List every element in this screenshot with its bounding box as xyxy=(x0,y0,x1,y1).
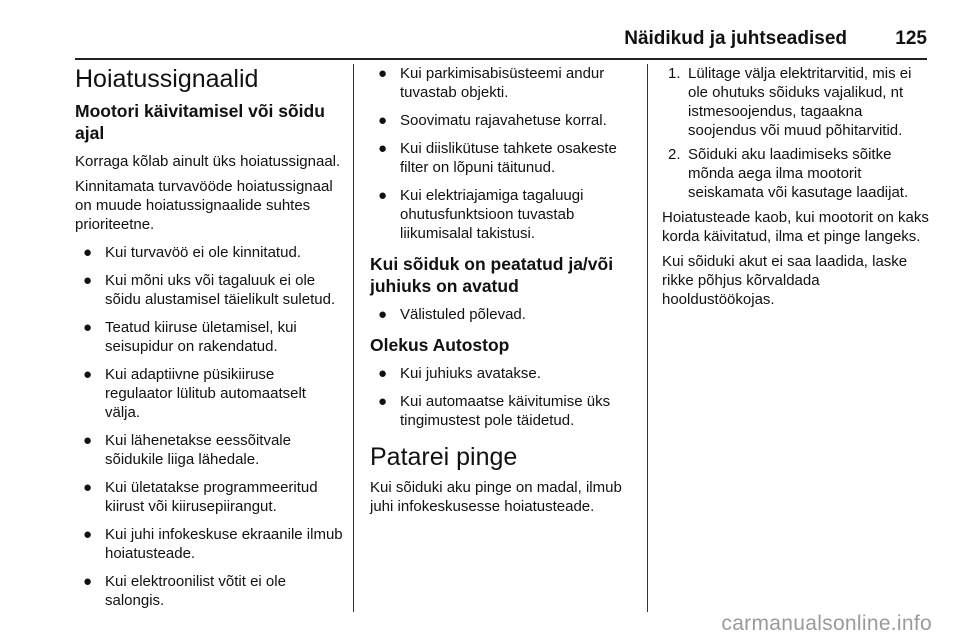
subheading: Olekus Autostop xyxy=(370,335,510,355)
paragraph: Hoiatusteade kaob, kui mootorit on kaks korda käivitatud, ilma et pinge langeks. xyxy=(662,209,929,245)
bullet-list xyxy=(75,243,345,610)
bullet-icon: ● xyxy=(378,65,388,82)
list-item: ● Teatud kiiruse ületamisel, kui seisupidur on rakendatud. xyxy=(83,319,297,355)
bullet-icon: ● xyxy=(378,365,388,382)
header-title: Näidikud ja juhtseadised xyxy=(624,28,847,49)
list-item: ● Kui parkimisabisüsteemi andur tuvastab objekti. xyxy=(378,65,605,101)
page-number: 125 xyxy=(895,28,927,49)
section-title: Hoiatussignaalid xyxy=(75,65,259,93)
bullet-list xyxy=(370,364,635,430)
list-item: ● Kui turvavöö ei ole kinnitatud. xyxy=(83,244,301,261)
list-item: ● Kui automaatse käivitumise üks tingimustest pole täidetud. xyxy=(378,393,611,429)
bullet-icon: ● xyxy=(83,573,93,590)
bullet-icon: ● xyxy=(378,112,388,129)
list-item: ● Kui mõni uks või tagaluuk ei ole sõidu alustamisel täielikult suletud. xyxy=(83,272,336,308)
watermark: carmanualsonline.info xyxy=(721,612,932,635)
paragraph: Korraga kõlab ainult üks hoiatussignaal. xyxy=(75,153,341,170)
bullet-list xyxy=(370,64,635,243)
paragraph: Kinnitamata turvavööde hoiatussignaal on muude hoiatussignaalide suhtes prioriteetne. xyxy=(75,178,333,233)
page-header xyxy=(75,20,927,60)
list-item: 2. Sõiduki aku laadimiseks sõitke mõnda aega ilma mootorit seiskamata või kasutage laadijat. xyxy=(668,146,909,201)
subheading: Mootori käivitamisel või sõidu ajal xyxy=(75,101,325,143)
list-item: ● Kui juhiuks avatakse. xyxy=(378,365,541,382)
list-item: ● Kui juhi infokeskuse ekraanile ilmub hoiatusteade. xyxy=(83,526,343,562)
list-item: ● Kui lähenetakse eessõitvale sõidukile liiga lähedale. xyxy=(83,432,291,468)
list-item: ● Kui diislikütuse tahkete osakeste filter on lõpuni täitunud. xyxy=(378,140,617,176)
subheading: Kui sõiduk on peatatud ja/või juhiuks on avatud xyxy=(370,254,614,296)
column-divider xyxy=(647,64,648,612)
paragraph: Kui sõiduki aku pinge on madal, ilmub juhi infokeskusesse hoiatusteade. xyxy=(370,479,622,515)
step-number: 2. xyxy=(668,146,681,163)
bullet-icon: ● xyxy=(378,187,388,204)
bullet-icon: ● xyxy=(83,319,93,336)
list-item: ● Kui adaptiivne püsikiiruse regulaator lülitub automaatselt välja. xyxy=(83,366,306,421)
bullet-list xyxy=(370,305,635,324)
bullet-icon: ● xyxy=(83,272,93,289)
bullet-icon: ● xyxy=(83,244,93,261)
bullet-icon: ● xyxy=(83,526,93,543)
bullet-icon: ● xyxy=(378,140,388,157)
paragraph: Kui sõiduki akut ei saa laadida, laske rikke põhjus kõrvaldada hooldustöökojas. xyxy=(662,253,908,308)
bullet-icon: ● xyxy=(83,366,93,383)
list-item: ● Välistuled põlevad. xyxy=(378,306,526,323)
column-1 xyxy=(75,64,345,619)
list-item: ● Kui ületatakse programmeeritud kiirust või kiirusepiirangut. xyxy=(83,479,318,515)
list-item: 1. Lülitage välja elektritarvitid, mis ei ole ohutuks sõiduks vajalikud, nt istmesoojendus, tagaakna soojendus või muud põhitarvitid. xyxy=(668,65,912,139)
column-divider xyxy=(353,64,354,612)
list-item: ● Kui elektriajamiga tagaluugi ohutusfunktsioon tuvastab liikumisalal takistusi. xyxy=(378,187,584,242)
step-number: 1. xyxy=(668,65,681,82)
list-item: ● Kui elektroonilist võtit ei ole salongis. xyxy=(83,573,286,609)
bullet-icon: ● xyxy=(378,393,388,410)
column-3 xyxy=(662,64,932,315)
bullet-icon: ● xyxy=(83,479,93,496)
section-title: Patarei pinge xyxy=(370,443,518,471)
list-item: ● Soovimatu rajavahetuse korral. xyxy=(378,112,607,129)
numbered-list xyxy=(662,64,932,202)
bullet-icon: ● xyxy=(378,306,388,323)
bullet-icon: ● xyxy=(83,432,93,449)
column-2 xyxy=(370,64,635,522)
